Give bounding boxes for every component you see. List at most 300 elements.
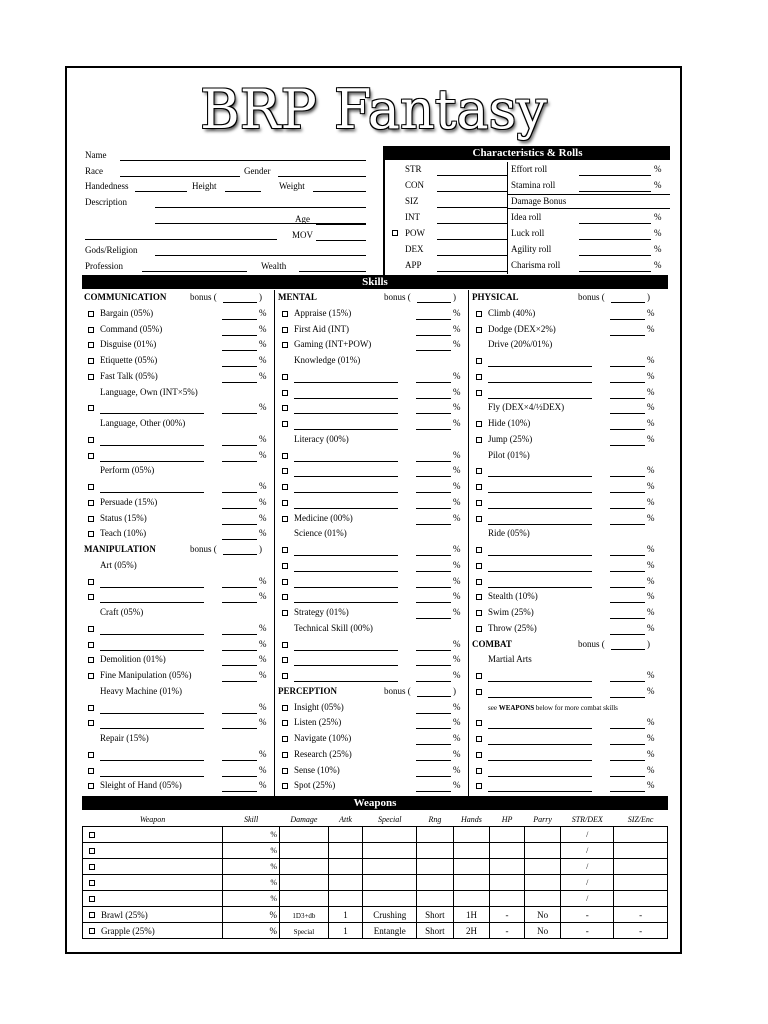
checkbox[interactable] [282, 736, 288, 742]
skill-name-field[interactable] [100, 728, 204, 729]
checkbox[interactable] [88, 768, 94, 774]
skill-value-field[interactable] [416, 508, 451, 509]
skill-value-field[interactable] [222, 587, 257, 588]
skill-value-field[interactable] [416, 461, 451, 462]
stat-value-field[interactable] [437, 207, 507, 208]
skill-value-field[interactable] [610, 429, 645, 430]
checkbox[interactable] [282, 547, 288, 553]
checkbox[interactable] [476, 610, 482, 616]
skill-name-field[interactable] [294, 398, 398, 399]
weapon-cell[interactable] [417, 907, 454, 923]
skill-value-field[interactable] [416, 602, 451, 603]
skill-name-field[interactable] [488, 366, 592, 367]
weapon-cell[interactable] [280, 907, 329, 923]
skill-value-field[interactable] [222, 776, 257, 777]
skill-value-field[interactable] [222, 634, 257, 635]
skill-name-field[interactable] [100, 713, 204, 714]
checkbox[interactable] [476, 736, 482, 742]
weapon-cell[interactable] [453, 843, 490, 859]
skill-value-field[interactable] [416, 429, 451, 430]
weapon-cell[interactable] [453, 859, 490, 875]
weapon-cell[interactable] [363, 875, 417, 891]
weapon-cell[interactable] [328, 859, 363, 875]
skill-value-field[interactable] [222, 413, 257, 414]
checkbox[interactable] [282, 500, 288, 506]
weapon-cell[interactable] [280, 827, 329, 843]
skill-name-field[interactable] [488, 760, 592, 761]
skill-name-field[interactable] [294, 555, 398, 556]
bonus-field[interactable] [611, 302, 645, 303]
skill-name-field[interactable] [488, 524, 592, 525]
checkbox[interactable] [282, 484, 288, 490]
weapon-cell[interactable] [614, 907, 668, 923]
skill-value-field[interactable] [610, 476, 645, 477]
skill-value-field[interactable] [610, 555, 645, 556]
mov-field[interactable] [316, 240, 366, 241]
skill-name-field[interactable] [100, 587, 204, 588]
weapon-cell[interactable] [614, 923, 668, 939]
weapon-cell[interactable] [561, 875, 614, 891]
checkbox[interactable] [476, 720, 482, 726]
skill-value-field[interactable] [222, 350, 257, 351]
weapon-cell[interactable] [614, 827, 668, 843]
checkbox[interactable] [88, 705, 94, 711]
weapon-cell[interactable] [417, 827, 454, 843]
skill-value-field[interactable] [610, 492, 645, 493]
weapon-cell[interactable] [83, 859, 223, 875]
roll-value-field[interactable] [579, 239, 651, 240]
skill-value-field[interactable] [222, 602, 257, 603]
checkbox[interactable] [282, 374, 288, 380]
checkbox[interactable] [88, 673, 94, 679]
skill-name-field[interactable] [294, 650, 398, 651]
weapon-cell[interactable] [223, 827, 280, 843]
checkbox[interactable] [282, 642, 288, 648]
stat-value-field[interactable] [437, 191, 507, 192]
skill-name-field[interactable] [488, 681, 592, 682]
weapon-cell[interactable] [328, 843, 363, 859]
checkbox[interactable] [476, 768, 482, 774]
weapon-cell[interactable] [417, 875, 454, 891]
weapon-cell[interactable] [524, 891, 561, 907]
checkbox[interactable] [282, 327, 288, 333]
weapon-cell[interactable] [614, 859, 668, 875]
skill-value-field[interactable] [222, 508, 257, 509]
checkbox[interactable] [88, 484, 94, 490]
skill-name-field[interactable] [294, 413, 398, 414]
skill-value-field[interactable] [222, 524, 257, 525]
weapon-cell[interactable] [490, 875, 525, 891]
weapon-cell[interactable] [83, 891, 223, 907]
checkbox[interactable] [476, 311, 482, 317]
checkbox[interactable] [282, 657, 288, 663]
weapon-cell[interactable] [614, 843, 668, 859]
stat-value-field[interactable] [437, 255, 507, 256]
skill-name-field[interactable] [488, 697, 592, 698]
skill-value-field[interactable] [416, 524, 451, 525]
skill-name-field[interactable] [488, 776, 592, 777]
weapon-cell[interactable] [490, 891, 525, 907]
skill-value-field[interactable] [222, 665, 257, 666]
weapon-cell[interactable] [490, 843, 525, 859]
skill-value-field[interactable] [416, 476, 451, 477]
gender-field[interactable] [278, 176, 366, 177]
skill-value-field[interactable] [416, 398, 451, 399]
checkbox[interactable] [476, 563, 482, 569]
skill-name-field[interactable] [100, 445, 204, 446]
checkbox[interactable] [282, 610, 288, 616]
checkbox[interactable] [476, 673, 482, 679]
skill-value-field[interactable] [222, 791, 257, 792]
checkbox[interactable] [89, 832, 95, 838]
checkbox[interactable] [476, 500, 482, 506]
checkbox[interactable] [282, 579, 288, 585]
skill-value-field[interactable] [416, 776, 451, 777]
name-field[interactable] [120, 160, 366, 161]
skill-name-field[interactable] [294, 461, 398, 462]
skill-value-field[interactable] [610, 760, 645, 761]
weapon-cell[interactable] [524, 875, 561, 891]
checkbox[interactable] [88, 516, 94, 522]
skill-name-field[interactable] [488, 398, 592, 399]
weapon-cell[interactable] [561, 891, 614, 907]
skill-value-field[interactable] [222, 650, 257, 651]
weapon-cell[interactable] [363, 923, 417, 939]
skill-name-field[interactable] [488, 587, 592, 588]
weapon-cell[interactable] [83, 875, 223, 891]
weapon-cell[interactable] [328, 827, 363, 843]
skill-name-field[interactable] [488, 555, 592, 556]
roll-value-field[interactable] [579, 191, 651, 192]
weapon-cell[interactable] [280, 891, 329, 907]
skill-value-field[interactable] [610, 618, 645, 619]
description-field-1[interactable] [155, 207, 366, 208]
checkbox[interactable] [476, 689, 482, 695]
skill-name-field[interactable] [488, 571, 592, 572]
skill-value-field[interactable] [610, 413, 645, 414]
skill-value-field[interactable] [610, 508, 645, 509]
checkbox[interactable] [476, 752, 482, 758]
weight-field[interactable] [313, 191, 366, 192]
checkbox[interactable] [476, 594, 482, 600]
weapon-cell[interactable] [280, 843, 329, 859]
skill-value-field[interactable] [222, 760, 257, 761]
checkbox[interactable] [392, 230, 398, 236]
skill-value-field[interactable] [610, 382, 645, 383]
skill-name-field[interactable] [294, 476, 398, 477]
weapon-cell[interactable] [561, 907, 614, 923]
skill-name-field[interactable] [294, 508, 398, 509]
skill-value-field[interactable] [610, 398, 645, 399]
skill-value-field[interactable] [610, 366, 645, 367]
stat-value-field[interactable] [437, 223, 507, 224]
stat-value-field[interactable] [437, 239, 507, 240]
bonus-field[interactable] [417, 696, 451, 697]
checkbox[interactable] [88, 642, 94, 648]
roll-value-field[interactable] [579, 223, 651, 224]
checkbox[interactable] [88, 720, 94, 726]
profession-field[interactable] [142, 271, 247, 272]
skill-value-field[interactable] [610, 744, 645, 745]
weapon-cell[interactable] [363, 907, 417, 923]
checkbox[interactable] [89, 880, 95, 886]
weapon-cell[interactable] [328, 891, 363, 907]
checkbox[interactable] [88, 783, 94, 789]
weapon-cell[interactable] [417, 843, 454, 859]
weapon-cell[interactable] [524, 859, 561, 875]
weapon-cell[interactable] [328, 875, 363, 891]
weapon-cell[interactable] [453, 891, 490, 907]
skill-name-field[interactable] [294, 602, 398, 603]
skill-name-field[interactable] [100, 492, 204, 493]
checkbox[interactable] [476, 374, 482, 380]
skill-value-field[interactable] [222, 461, 257, 462]
height-field[interactable] [225, 191, 261, 192]
weapon-cell[interactable] [417, 891, 454, 907]
skill-value-field[interactable] [610, 524, 645, 525]
checkbox[interactable] [88, 327, 94, 333]
weapon-cell[interactable] [280, 875, 329, 891]
checkbox[interactable] [88, 311, 94, 317]
skill-value-field[interactable] [416, 571, 451, 572]
checkbox[interactable] [282, 390, 288, 396]
skill-value-field[interactable] [416, 382, 451, 383]
skill-value-field[interactable] [416, 760, 451, 761]
checkbox[interactable] [282, 311, 288, 317]
weapon-cell[interactable] [280, 859, 329, 875]
skill-name-field[interactable] [100, 461, 204, 462]
skill-value-field[interactable] [222, 492, 257, 493]
checkbox[interactable] [88, 626, 94, 632]
skill-name-field[interactable] [488, 791, 592, 792]
weapon-cell[interactable] [223, 843, 280, 859]
checkbox[interactable] [88, 437, 94, 443]
weapon-cell[interactable] [614, 875, 668, 891]
skill-value-field[interactable] [416, 665, 451, 666]
roll-value-field[interactable] [579, 175, 651, 176]
weapon-cell[interactable] [453, 875, 490, 891]
checkbox[interactable] [88, 579, 94, 585]
weapon-cell[interactable] [524, 907, 561, 923]
skill-value-field[interactable] [222, 335, 257, 336]
checkbox[interactable] [282, 594, 288, 600]
skill-value-field[interactable] [610, 335, 645, 336]
weapon-cell[interactable] [280, 923, 329, 939]
checkbox[interactable] [88, 500, 94, 506]
skill-name-field[interactable] [294, 587, 398, 588]
skill-value-field[interactable] [222, 366, 257, 367]
skill-name-field[interactable] [294, 571, 398, 572]
damage-bonus-box[interactable] [507, 194, 670, 209]
skill-name-field[interactable] [488, 476, 592, 477]
stat-value-field[interactable] [437, 175, 507, 176]
checkbox[interactable] [476, 468, 482, 474]
skill-value-field[interactable] [610, 776, 645, 777]
skill-value-field[interactable] [222, 728, 257, 729]
stat-value-field[interactable] [437, 271, 507, 272]
skill-value-field[interactable] [416, 650, 451, 651]
weapon-cell[interactable] [561, 827, 614, 843]
skill-value-field[interactable] [416, 728, 451, 729]
skill-name-field[interactable] [294, 429, 398, 430]
checkbox[interactable] [282, 563, 288, 569]
weapon-cell[interactable] [561, 843, 614, 859]
bonus-field[interactable] [223, 554, 257, 555]
weapon-cell[interactable] [83, 923, 223, 939]
skill-value-field[interactable] [222, 713, 257, 714]
skill-name-field[interactable] [488, 728, 592, 729]
weapon-cell[interactable] [453, 827, 490, 843]
bonus-field[interactable] [611, 649, 645, 650]
skill-value-field[interactable] [222, 445, 257, 446]
skill-value-field[interactable] [610, 634, 645, 635]
weapon-cell[interactable] [223, 907, 280, 923]
skill-value-field[interactable] [610, 571, 645, 572]
weapon-cell[interactable] [83, 907, 223, 923]
skill-value-field[interactable] [610, 602, 645, 603]
checkbox[interactable] [89, 848, 95, 854]
checkbox[interactable] [88, 405, 94, 411]
checkbox[interactable] [282, 673, 288, 679]
skill-name-field[interactable] [100, 413, 204, 414]
roll-value-field[interactable] [579, 271, 651, 272]
weapon-cell[interactable] [490, 923, 525, 939]
weapon-cell[interactable] [453, 923, 490, 939]
weapon-cell[interactable] [328, 907, 363, 923]
handedness-field[interactable] [135, 191, 187, 192]
checkbox[interactable] [476, 547, 482, 553]
skill-value-field[interactable] [416, 492, 451, 493]
skill-value-field[interactable] [610, 791, 645, 792]
checkbox[interactable] [282, 405, 288, 411]
skill-value-field[interactable] [416, 618, 451, 619]
checkbox[interactable] [282, 421, 288, 427]
weapon-cell[interactable] [524, 843, 561, 859]
checkbox[interactable] [476, 358, 482, 364]
skill-name-field[interactable] [100, 602, 204, 603]
skill-value-field[interactable] [610, 587, 645, 588]
skill-value-field[interactable] [416, 587, 451, 588]
skill-name-field[interactable] [294, 492, 398, 493]
bonus-field[interactable] [223, 302, 257, 303]
skill-value-field[interactable] [416, 791, 451, 792]
weapon-cell[interactable] [328, 923, 363, 939]
checkbox[interactable] [282, 468, 288, 474]
weapon-cell[interactable] [614, 891, 668, 907]
checkbox[interactable] [88, 358, 94, 364]
checkbox[interactable] [88, 594, 94, 600]
checkbox[interactable] [476, 516, 482, 522]
weapon-cell[interactable] [363, 859, 417, 875]
skill-value-field[interactable] [610, 445, 645, 446]
skill-name-field[interactable] [294, 665, 398, 666]
weapon-cell[interactable] [223, 859, 280, 875]
skill-value-field[interactable] [416, 555, 451, 556]
weapon-cell[interactable] [363, 827, 417, 843]
skill-value-field[interactable] [416, 681, 451, 682]
checkbox[interactable] [88, 752, 94, 758]
skill-name-field[interactable] [488, 508, 592, 509]
roll-value-field[interactable] [579, 255, 651, 256]
skill-name-field[interactable] [100, 776, 204, 777]
weapon-cell[interactable] [561, 923, 614, 939]
checkbox[interactable] [88, 453, 94, 459]
weapon-cell[interactable] [83, 827, 223, 843]
weapon-cell[interactable] [363, 891, 417, 907]
skill-name-field[interactable] [294, 382, 398, 383]
weapon-cell[interactable] [223, 891, 280, 907]
skill-value-field[interactable] [610, 728, 645, 729]
bonus-field[interactable] [417, 302, 451, 303]
checkbox[interactable] [282, 705, 288, 711]
skill-name-field[interactable] [100, 634, 204, 635]
weapon-cell[interactable] [223, 923, 280, 939]
skill-name-field[interactable] [488, 492, 592, 493]
skill-value-field[interactable] [416, 713, 451, 714]
skill-value-field[interactable] [222, 681, 257, 682]
skill-value-field[interactable] [416, 350, 451, 351]
weapon-cell[interactable] [223, 875, 280, 891]
weapon-cell[interactable] [490, 907, 525, 923]
skill-value-field[interactable] [610, 319, 645, 320]
checkbox[interactable] [89, 896, 95, 902]
weapon-cell[interactable] [524, 827, 561, 843]
checkbox[interactable] [88, 342, 94, 348]
skill-value-field[interactable] [416, 319, 451, 320]
weapon-cell[interactable] [490, 827, 525, 843]
weapon-cell[interactable] [417, 923, 454, 939]
checkbox[interactable] [282, 783, 288, 789]
age-field[interactable] [316, 224, 366, 225]
checkbox[interactable] [476, 484, 482, 490]
race-field[interactable] [120, 176, 240, 177]
skill-name-field[interactable] [100, 760, 204, 761]
wealth-field[interactable] [299, 271, 366, 272]
skill-name-field[interactable] [488, 382, 592, 383]
checkbox[interactable] [476, 783, 482, 789]
weapon-cell[interactable] [363, 843, 417, 859]
checkbox[interactable] [88, 531, 94, 537]
weapon-cell[interactable] [453, 907, 490, 923]
skill-value-field[interactable] [610, 697, 645, 698]
weapon-cell[interactable] [490, 859, 525, 875]
checkbox[interactable] [476, 579, 482, 585]
checkbox[interactable] [282, 453, 288, 459]
checkbox[interactable] [476, 626, 482, 632]
skill-value-field[interactable] [222, 539, 257, 540]
weapon-cell[interactable] [417, 859, 454, 875]
skill-value-field[interactable] [222, 319, 257, 320]
skill-value-field[interactable] [610, 681, 645, 682]
checkbox[interactable] [282, 768, 288, 774]
checkbox[interactable] [476, 437, 482, 443]
skill-name-field[interactable] [100, 650, 204, 651]
checkbox[interactable] [282, 342, 288, 348]
skill-value-field[interactable] [416, 744, 451, 745]
checkbox[interactable] [88, 657, 94, 663]
skill-value-field[interactable] [416, 413, 451, 414]
weapon-cell[interactable] [561, 859, 614, 875]
checkbox[interactable] [89, 928, 95, 934]
weapon-cell[interactable] [83, 843, 223, 859]
checkbox[interactable] [476, 390, 482, 396]
skill-value-field[interactable] [416, 335, 451, 336]
checkbox[interactable] [282, 720, 288, 726]
checkbox[interactable] [89, 864, 95, 870]
checkbox[interactable] [282, 752, 288, 758]
skill-value-field[interactable] [222, 382, 257, 383]
gods-field[interactable] [155, 255, 366, 256]
